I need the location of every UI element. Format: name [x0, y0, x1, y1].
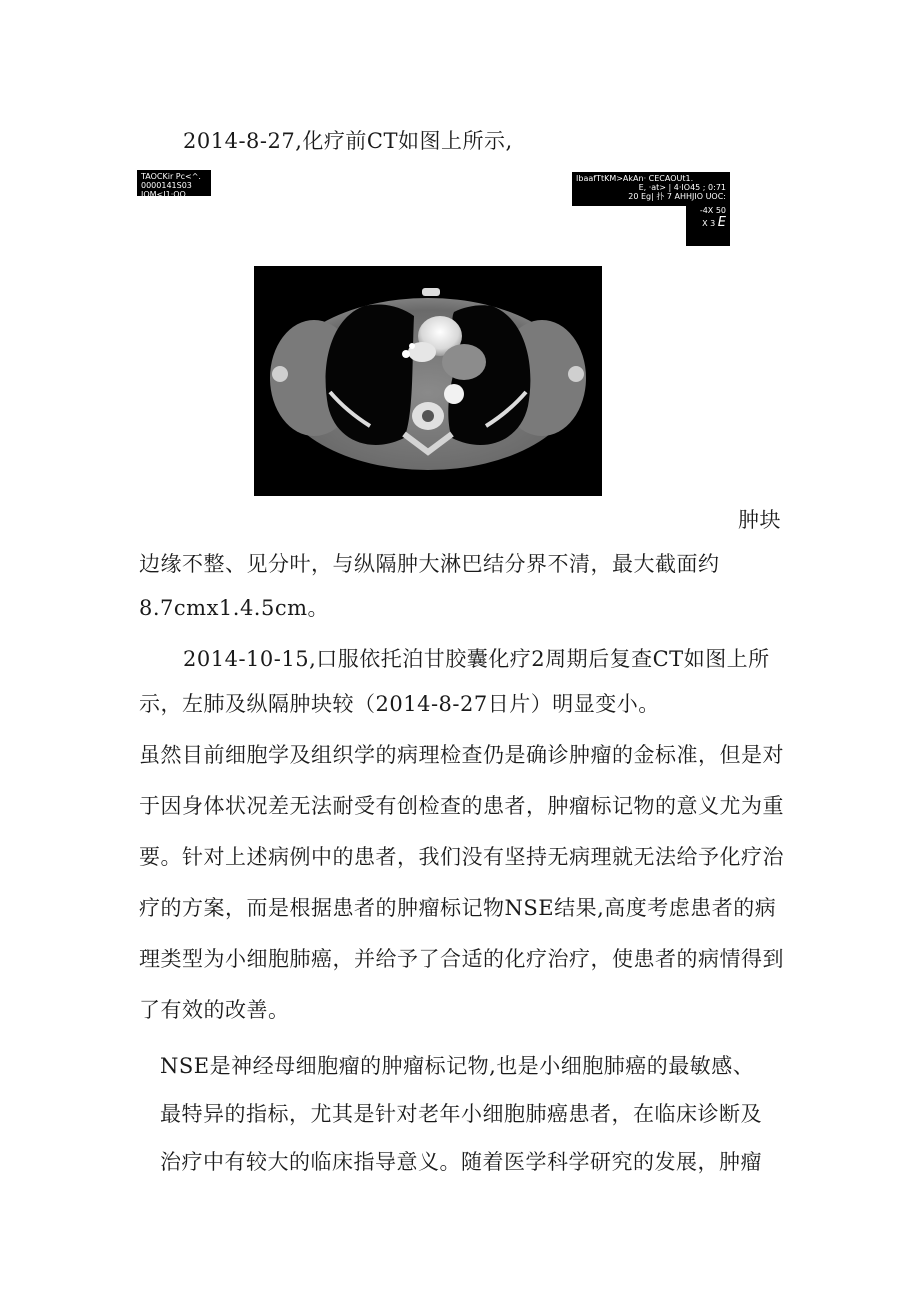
ct-label-left — [137, 170, 211, 199]
ct-label-left-line: TAOCKir Pc<^. — [141, 172, 201, 181]
ct-label-right-mark: E — [717, 215, 726, 230]
ct-calcification — [402, 350, 410, 358]
paragraph-followup-line2: 示，左肺及纵隔肿块较（2014-8-27日片）明显变小。 — [139, 692, 660, 716]
ct-label-right-scale: X 3 — [702, 219, 716, 228]
ct-sternum — [422, 288, 440, 296]
ct-calcification — [409, 343, 415, 349]
ct-label-left-line: 0000141S03 — [141, 181, 192, 190]
paragraph-discussion-line: 要。针对上述病例中的患者，我们没有坚持无病理就无法给予化疗治 — [139, 845, 784, 869]
ct-humerus-right — [272, 366, 288, 382]
ct-spinal-canal — [422, 410, 434, 422]
paragraph-discussion-line: 理类型为小细胞肺癌，并给予了合适的化疗治疗，使患者的病情得到 — [139, 947, 784, 971]
paragraph-nse-line: NSE是神经母细胞瘤的肿瘤标记物,也是小细胞肺癌的最敏感、 — [160, 1054, 755, 1078]
ct-scan-drawing — [254, 266, 602, 496]
ct-mass — [442, 344, 486, 380]
paragraph-mass-line1: 肿块 — [738, 508, 781, 532]
ct-label-left-line: IQM<I1·OO — [141, 190, 186, 199]
ct-label-right-line: 20 Eg| 扑 7 AHHJIO UOC: — [628, 192, 726, 201]
ct-label-right-line: E, ·at> | 4·IO45 ; 0:71 — [638, 183, 726, 192]
ct-label-right-line: -4X 50 — [699, 206, 726, 215]
paragraph-date-intro: 2014-8-27,化疗前CT如图上所示, — [183, 129, 513, 153]
paragraph-mass-line2: 边缘不整、见分叶，与纵隔肿大淋巴结分界不清，最大截面约 — [139, 552, 720, 576]
paragraph-discussion-line: 了有效的改善。 — [139, 998, 290, 1022]
ct-humerus-left — [568, 366, 584, 382]
ct-label-right-line: IbaafTtKM>AkAn· CECAOUt1. — [576, 174, 694, 183]
paragraph-nse-line: 治疗中有较大的临床指导意义。随着医学科学研究的发展，肿瘤 — [160, 1150, 762, 1174]
paragraph-discussion-line: 虽然目前细胞学及组织学的病理检查仍是确诊肿瘤的金标准，但是对 — [139, 743, 784, 767]
ct-scan-image — [254, 266, 602, 496]
ct-label-right-lower — [686, 204, 730, 246]
ct-descending-aorta — [444, 384, 464, 404]
paragraph-discussion-line: 于因身体状况差无法耐受有创检查的患者，肿瘤标记物的意义尤为重 — [139, 794, 784, 818]
paragraph-discussion-line: 疗的方案，而是根据患者的肿瘤标记物NSE结果,高度考虑患者的病 — [139, 896, 777, 920]
ct-label-right — [572, 172, 730, 206]
ct-label-right-line — [690, 215, 726, 230]
paragraph-nse-line: 最特异的指标，尤其是针对老年小细胞肺癌患者，在临床诊断及 — [160, 1102, 762, 1126]
paragraph-mass-line3: 8.7cmx1.4.5cm。 — [139, 596, 330, 620]
paragraph-followup-line1: 2014-10-15,口服依托泊甘胶囊化疗2周期后复查CT如图上所 — [183, 647, 770, 671]
